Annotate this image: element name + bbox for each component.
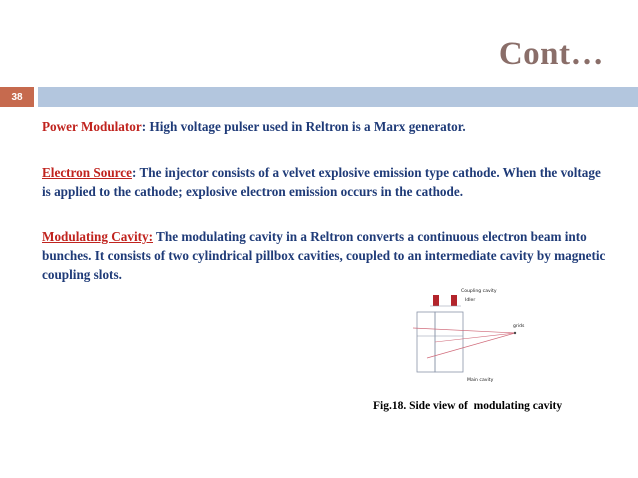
- main-cavity-right-box: [435, 312, 463, 372]
- label-idler: Idler: [465, 298, 476, 303]
- paragraph-text: The modulating cavity in a Reltron converts a continuous electron beam into bunches. It consists of two cylindrical pillbox cavities, coupled to an intermediate cavity by magnetic coupling slots.: [42, 229, 606, 282]
- beam-line-lower: [427, 333, 515, 358]
- paragraph-modulating-cavity: [42, 227, 612, 284]
- paragraph-power-modulator: [42, 117, 612, 136]
- figure-caption: Fig.18. Side view of modulating cavity: [373, 400, 563, 412]
- beam-line-mid: [435, 333, 515, 342]
- modulating-cavity-diagram: [405, 284, 540, 386]
- paragraph-text: The injector consists of a velvet explosive emission type cathode. When the voltage is applied to the cathode; explosive electron emission occurs in the cathode.: [42, 165, 601, 199]
- main-cavity-left-box: [417, 312, 435, 372]
- beam-line-upper: [413, 328, 515, 333]
- paragraph-text: High voltage pulser used in Reltron is a Marx generator.: [146, 119, 466, 134]
- coupling-cavity-right: [451, 295, 457, 306]
- label-main-cavity: Main cavity: [467, 378, 494, 383]
- term-separator: :: [131, 165, 137, 180]
- header-accent-bar: [38, 87, 638, 107]
- paragraph-electron-source: [42, 163, 612, 201]
- term-power-modulator: Power Modulator: [42, 119, 142, 134]
- term-electron-source: Electron Source: [42, 165, 132, 180]
- term-separator: :: [141, 119, 147, 134]
- coupling-cavity-left: [433, 295, 439, 306]
- label-grids: grids: [513, 324, 525, 329]
- slide-number: 38: [0, 87, 34, 107]
- label-coupling-cavity: Coupling cavity: [461, 289, 497, 294]
- grids-focus-point: [514, 332, 516, 334]
- slide-title: Cont…: [498, 36, 604, 72]
- term-modulating-cavity: Modulating Cavity:: [42, 229, 153, 244]
